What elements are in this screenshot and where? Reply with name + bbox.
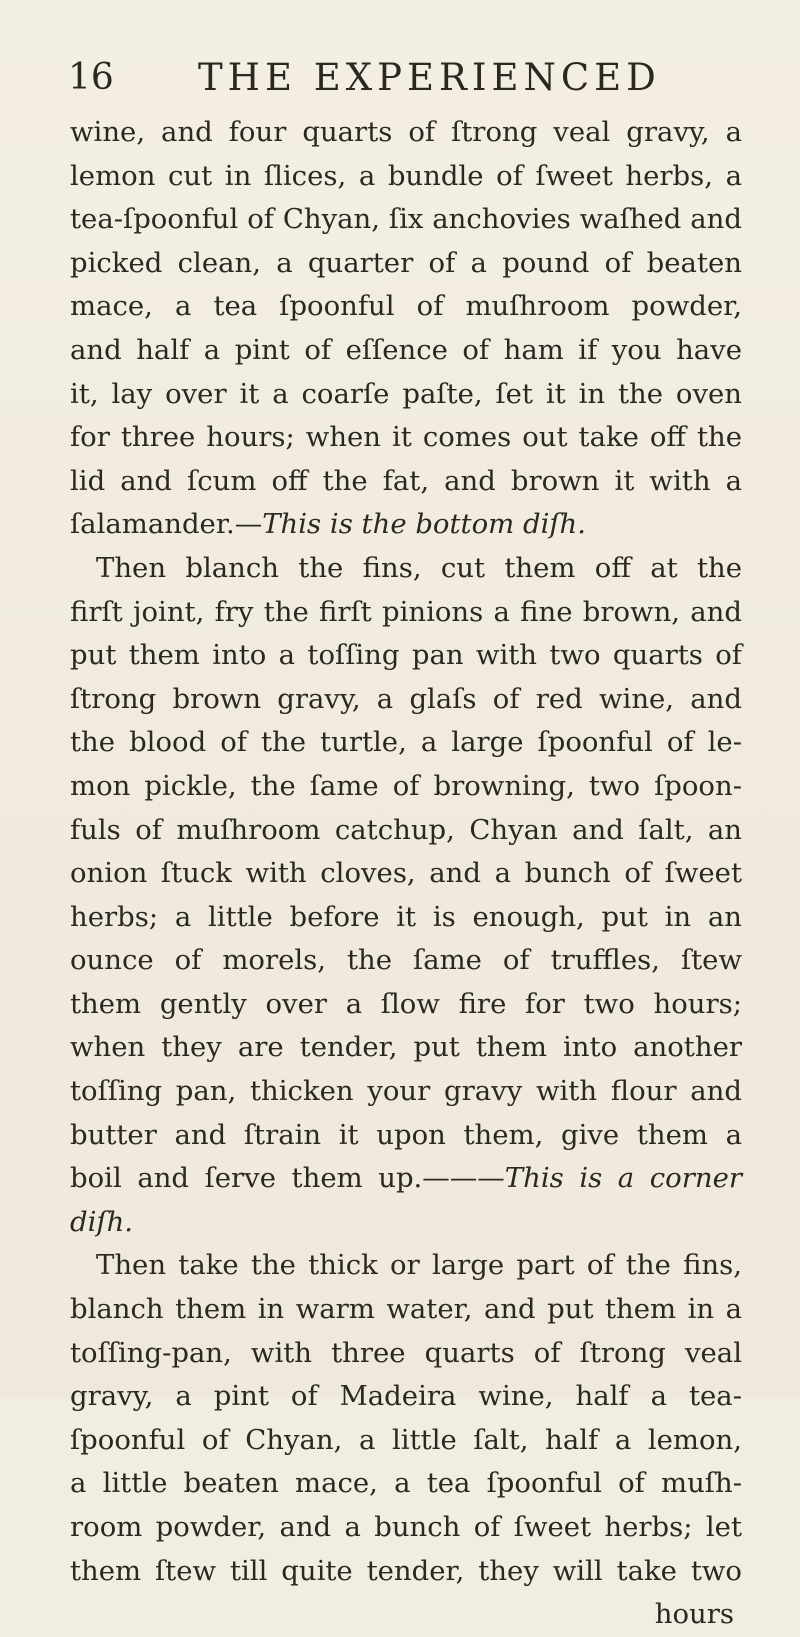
line-text: Then take the thick or large part of the fins, [96,1249,742,1282]
line-text: toſſing-pan, with three quarts of ſtrong veal [70,1336,742,1369]
text-line [70,155,742,199]
page-header [68,48,758,108]
line-text: tea-ſpoonful of Chyan, ſix anchovies waſhed and [70,203,742,236]
line-text: lid and ſcum off the fat, and brown it with a [70,464,742,497]
line-text: wine, and four quarts of ſtrong veal gravy, a [70,116,742,148]
body-text [70,111,742,1637]
line-text: boil and ſerve them up.——— [70,1162,505,1195]
text-line [70,503,742,547]
running-head: THE EXPERIENCED [198,56,661,99]
text-line [70,1288,742,1332]
text-line [70,198,742,242]
line-text: ſalamander.— [70,508,263,541]
text-line [70,1506,742,1550]
line-text: and half a pint of eſſence of ham if you have [70,333,742,366]
text-line [70,1332,742,1376]
text-line [70,591,742,635]
line-text: Then blanch the fins, cut them off at the [96,551,742,584]
page-number: 16 [68,57,114,98]
text-line [70,634,742,678]
text-line [70,852,742,896]
line-text: mon pickle, the ſame of browning, two ſpoon- [70,769,742,802]
line-text: when they are tender, put them into another [70,1031,742,1064]
text-line [70,1462,742,1506]
line-text: gravy, a pint of Madeira wine, half a tea- [70,1380,742,1413]
line-text: herbs; a little before it is enough, put in an [70,900,742,933]
line-text: fuls of muſhroom catchup, Chyan and ſalt, an [70,813,742,846]
text-line [70,460,742,504]
text-line [70,721,742,765]
italic-note: diſh. [70,1205,134,1238]
text-line [70,896,742,940]
line-text: firſt joint, fry the firſt pinions a fine brown, and [70,595,742,628]
line-text: butter and ſtrain it upon them, give them a [70,1118,742,1151]
catchword [70,1593,742,1637]
text-line [70,983,742,1027]
text-line [70,416,742,460]
line-text: picked clean, a quarter of a pound of beaten [70,246,742,279]
line-text: blanch them in warm water, and put them in a [70,1293,742,1326]
line-text: lemon cut in ſlices, a bundle of ſweet herbs, a [70,159,742,192]
line-text: a little beaten mace, a tea ſpoonful of muſh- [70,1467,742,1500]
text-line [70,678,742,722]
text-line [70,1026,742,1070]
line-text: put them into a toſſing pan with two quarts of [70,639,742,672]
text-line [70,1550,742,1594]
line-text: ounce of morels, the ſame of truffles, ſtew [70,944,742,977]
line-text: them ſtew till quite tender, they will take two [70,1554,742,1587]
line-text: hours [654,1598,734,1631]
text-line [70,242,742,286]
text-line [70,1114,742,1158]
text-line [70,1419,742,1463]
text-line [70,373,742,417]
italic-note: This is the bottom diſh. [262,508,586,541]
text-line [70,285,742,329]
text-line [70,111,742,155]
text-line [70,547,742,591]
text-line [70,939,742,983]
line-text: mace, a tea ſpoonful of muſhroom powder, [70,290,742,323]
line-text: ſpoonful of Chyan, a little ſalt, half a lemon, [70,1423,742,1456]
text-line [70,1070,742,1114]
text-line [70,1201,742,1245]
line-text: onion ſtuck with cloves, and a bunch of ſweet [70,857,742,890]
text-line [70,1375,742,1419]
line-text: it, lay over it a coarſe paſte, ſet it in the oven [70,377,742,410]
text-line [70,1244,742,1288]
text-line [70,765,742,809]
text-line [70,809,742,853]
line-text: room powder, and a bunch of ſweet herbs; let [70,1511,742,1543]
line-text: the blood of the turtle, a large ſpoonful of le- [70,726,742,759]
line-text: ſtrong brown gravy, a glaſs of red wine, and [70,682,742,715]
line-text: them gently over a ſlow fire for two hours; [70,987,742,1020]
italic-note: This is a corner [504,1162,742,1195]
line-text: for three hours; when it comes out take off the [70,421,742,454]
text-line [70,329,742,373]
text-line [70,1157,742,1201]
line-text: toſſing pan, thicken your gravy with flour and [70,1075,742,1108]
